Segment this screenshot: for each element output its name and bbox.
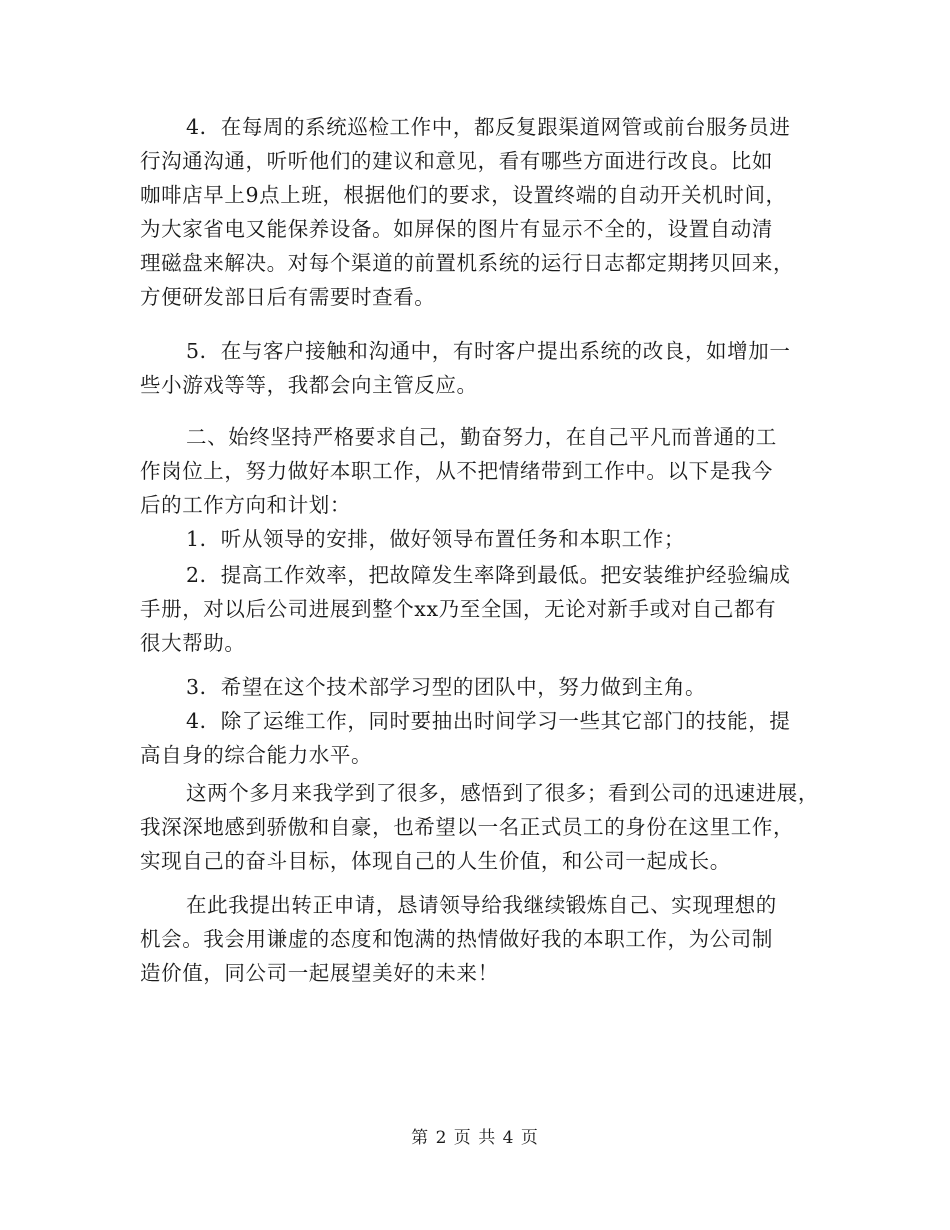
text-line: 在此我提出转正申请，恳请领导给我继续锻炼自己、实现理想的 (186, 893, 777, 917)
text-line: 1．听从领导的安排，做好领导布置任务和本职工作； (186, 527, 685, 551)
text-line: 高自身的综合能力水平。 (140, 743, 373, 767)
text-line: 理磁盘来解决。对每个渠道的前置机系统的运行日志都定期拷贝回来， (140, 251, 795, 275)
text-line: 造价值，同公司一起展望美好的未来！ (140, 961, 499, 985)
text-line: 方便研发部日后有需要时查看。 (140, 285, 436, 309)
text-line: 机会。我会用谦虚的态度和饱满的热情做好我的本职工作，为公司制 (140, 927, 773, 951)
text-line: 行沟通沟通，听听他们的建议和意见，看有哪些方面进行改良。比如 (140, 149, 773, 173)
text-line: 后的工作方向和计划： (140, 493, 351, 517)
text-line: 3．希望在这个技术部学习型的团队中，努力做到主角。 (186, 675, 707, 699)
text-line: 5．在与客户接触和沟通中，有时客户提出系统的改良，如增加一 (186, 339, 791, 363)
text-line: 二、始终坚持严格要求自己，勤奋努力，在自己平凡而普通的工 (186, 425, 777, 449)
text-line: 4．除了运维工作，同时要抽出时间学习一些其它部门的技能，提 (186, 709, 791, 733)
text-line: 这两个多月来我学到了很多，感悟到了很多；看到公司的迅速进展， (186, 781, 819, 805)
text-line: 很大帮助。 (140, 631, 246, 655)
text-line: 些小游戏等等，我都会向主管反应。 (140, 373, 478, 397)
text-line: 为大家省电又能保养设备。如屏保的图片有显示不全的，设置自动清 (140, 217, 773, 241)
text-line: 咖啡店早上9点上班，根据他们的要求，设置终端的自动开关机时间， (140, 183, 787, 207)
page-number-footer: 第 2 页 共 4 页 (411, 1128, 539, 1148)
text-line: 2．提高工作效率，把故障发生率降到最低。把安装维护经验编成 (186, 563, 791, 587)
text-line: 我深深地感到骄傲和自豪，也希望以一名正式员工的身份在这里工作， (140, 815, 795, 839)
text-line: 实现自己的奋斗目标，体现自己的人生价值，和公司一起成长。 (140, 849, 731, 873)
text-line: 作岗位上，努力做好本职工作，从不把情绪带到工作中。以下是我今 (140, 459, 773, 483)
text-line: 4．在每周的系统巡检工作中，都反复跟渠道网管或前台服务员进 (186, 115, 791, 139)
text-line: 手册，对以后公司进展到整个xx乃至全国，无论对新手或对自己都有 (140, 597, 777, 621)
